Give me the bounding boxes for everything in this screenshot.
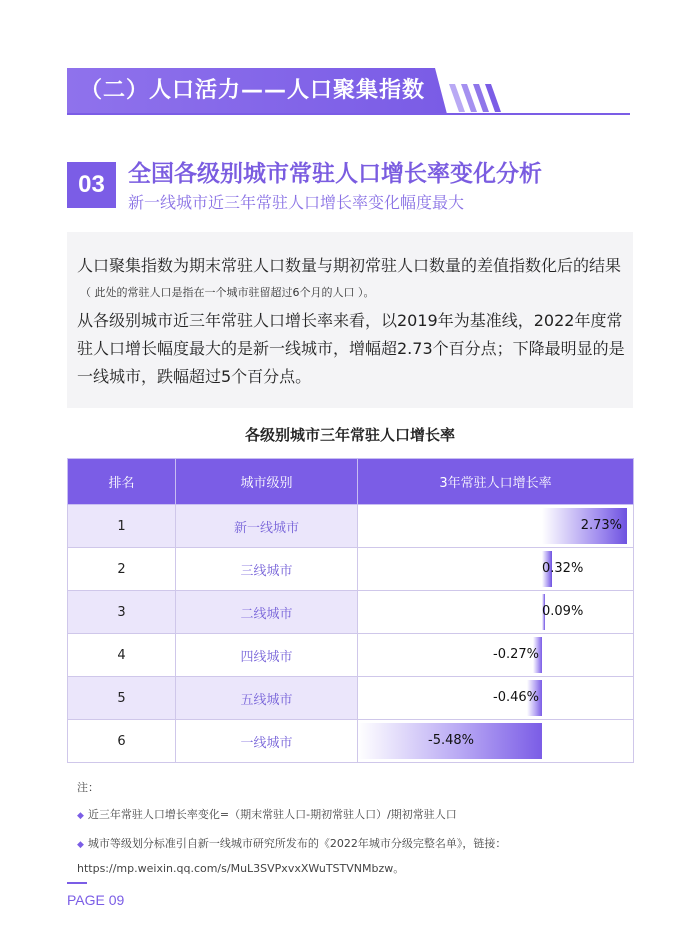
rate-cell: [358, 505, 634, 548]
rank-cell: 3: [68, 591, 176, 634]
section-number-badge: 03: [67, 162, 116, 208]
rate-value-label: -0.27%: [493, 647, 539, 662]
table-header-row: [68, 459, 634, 505]
rate-cell: [358, 677, 634, 720]
tier-cell: 四线城市: [176, 634, 358, 677]
rate-cell: [358, 548, 634, 591]
rate-cell: [358, 720, 634, 763]
heading-subtitle: 新一线城市近三年常驻人口增长率变化幅度最大: [128, 193, 465, 212]
rate-cell: [358, 634, 634, 677]
info-note: （ 此处的常驻人口是指在一个城市驻留超过6个月的人口 ）。: [80, 286, 375, 299]
tier-cell: 新一线城市: [176, 505, 358, 548]
rank-cell: 6: [68, 720, 176, 763]
rank-cell: 2: [68, 548, 176, 591]
table-row: [68, 720, 634, 763]
tier-cell: 二线城市: [176, 591, 358, 634]
rate-value-label: 0.09%: [542, 604, 584, 619]
footnote-1-text: 近三年常驻人口增长率变化=（期末常驻人口-期初常驻人口）/期初常驻人口: [87, 808, 457, 821]
footnote-2: [77, 832, 637, 881]
info-body: 从各级别城市近三年常驻人口增长率来看，以2019年为基准线，2022年度常驻人口增长幅度最大的是新一线城市，增幅超2.73个百分点；下降最明显的是一线城市，跌幅超过5个百分点。: [77, 311, 625, 386]
notes-label: 注：: [77, 781, 99, 794]
bullet-icon: ◆: [77, 840, 84, 850]
table-row: [68, 591, 634, 634]
banner-underline: [67, 113, 630, 115]
tier-cell: 三线城市: [176, 548, 358, 591]
heading-title: 全国各级别城市常驻人口增长率变化分析: [128, 161, 542, 187]
rate-value-label: -5.48%: [428, 733, 474, 748]
footnote-1: [77, 803, 637, 828]
bullet-icon: ◆: [77, 811, 84, 821]
header-tier: 城市级别: [176, 459, 358, 505]
rate-value-label: -0.46%: [493, 690, 539, 705]
rate-cell: [358, 591, 634, 634]
rank-cell: 5: [68, 677, 176, 720]
table-row: [68, 677, 634, 720]
tier-cell: 五线城市: [176, 677, 358, 720]
page-marker-line: [67, 882, 87, 884]
table-row: [68, 548, 634, 591]
growth-rate-table: [67, 458, 634, 763]
rank-cell: 1: [68, 505, 176, 548]
rate-value-label: 2.73%: [580, 518, 622, 533]
info-definition: 人口聚集指数为期末常驻人口数量与期初常驻人口数量的差值指数化后的结果: [77, 256, 622, 275]
rate-value-label: 0.32%: [542, 561, 584, 576]
tier-cell: 一线城市: [176, 720, 358, 763]
footnote-2-text: 城市等级划分标准引自新一线城市研究所发布的《2022年城市分级完整名单》，链接：https://mp.weixin.qq.com/s/MuL3SVPxvxXWuTSTVNMbzw。: [77, 837, 507, 875]
header-rate: 3年常驻人口增长率: [358, 459, 634, 505]
table-row: [68, 505, 634, 548]
table-row: [68, 634, 634, 677]
section-title: （二）人口活力——人口聚集指数: [80, 78, 426, 103]
banner-stripes-decoration: [447, 84, 507, 112]
header-rank: 排名: [68, 459, 176, 505]
rank-cell: 4: [68, 634, 176, 677]
page-number: PAGE 09: [67, 892, 125, 908]
table-title: 各级别城市三年常驻人口增长率: [244, 426, 455, 444]
